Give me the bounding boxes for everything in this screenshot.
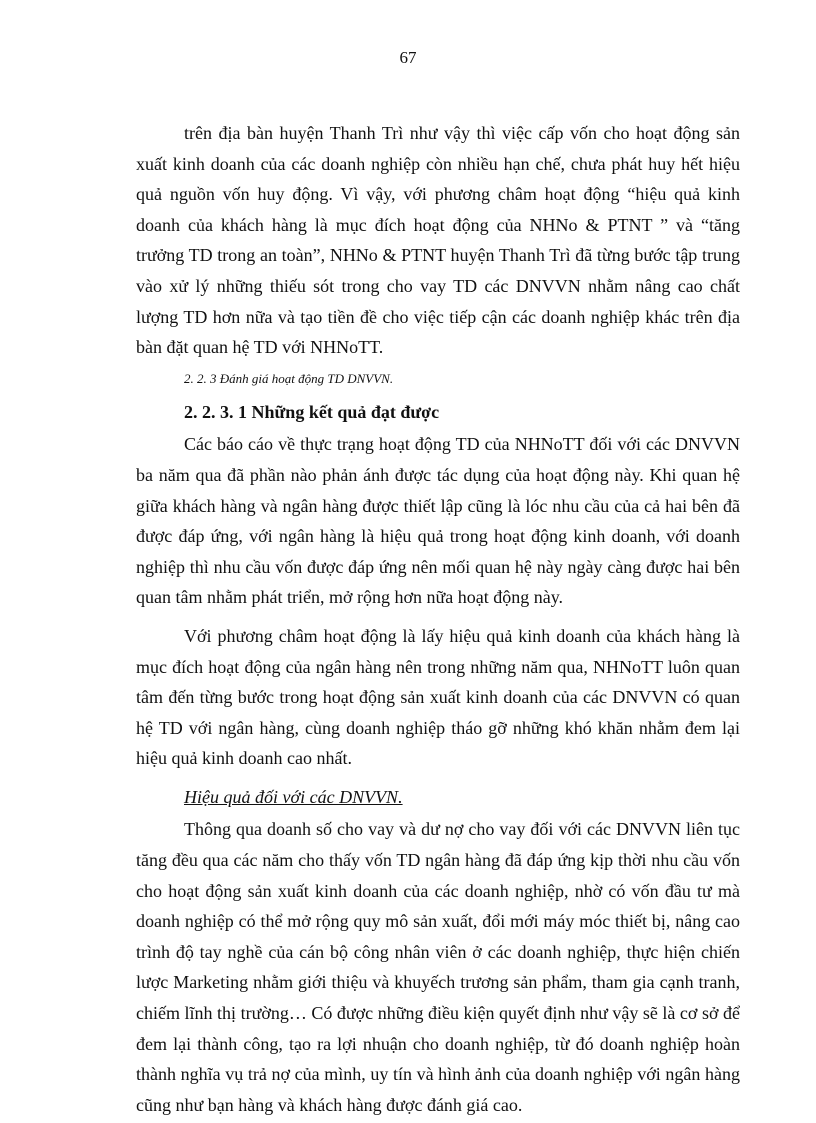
paragraph-effects: Thông qua doanh số cho vay và dư nợ cho vay đối với các DNVVN liên tục tăng đều qua các năm cho thấy vốn TD ngân hàng đã đáp ứng kịp thời nhu cầu vốn cho hoạt động sản xuất kinh doanh của các doanh nghiệp, nhờ có vốn đầu tư mà doanh nghiệp có thể mở rộng quy mô sản xuất, đổi mới máy móc thiết bị, nâng cao trình độ tay nghề của cán bộ công nhân viên ở các doanh nghiệp, thực hiện chiến lược Marketing nhằm giới thiệu và khuyếch trương sản phẩm, tham gia cạnh tranh, chiếm lĩnh thị trường… Có được những điều kiện quyết định như vậy sẽ là cơ sở để đem lại thành công, tạo ra lợi nhuận cho doanh nghiệp, từ đó doanh nghiệp hoàn thành nghĩa vụ trả nợ của mình, uy tín và hình ảnh của doanh nghiệp với ngân hàng cũng như bạn hàng và khách hàng được đánh giá cao. [136,819,740,1115]
paragraph-intro: trên địa bàn huyện Thanh Trì như vậy thì việc cấp vốn cho hoạt động sản xuất kinh doanh của các doanh nghiệp còn nhiều hạn chế, chưa phát huy hết hiệu quả nguồn vốn huy động. Vì vậy, với phương châm hoạt động “hiệu quả kinh doanh của khách hàng là mục đích hoạt động của NHNo & PTNT ” và “tăng trưởng TD trong an toàn”, NHNo & PTNT huyện Thanh Trì đã từng bước tập trung vào xử lý những thiếu sót trong cho vay TD các DNVVN nhằm nâng cao chất lượng TD hơn nữa và tạo tiền đề cho việc tiếp cận các doanh nghiệp khác trên địa bàn đặt quan hệ TD với NHNoTT. [136,123,740,358]
effect-heading: Hiệu quả đối với các DNVVN. [184,786,403,807]
subsection-heading-2-2-3: 2. 2. 3 Đánh giá hoạt động TD DNVVN. [184,370,394,386]
section-heading-2-2-3-1: 2. 2. 3. 1 Những kết quả đạt được [184,401,440,422]
paragraph-reports: Các báo cáo về thực trạng hoạt động TD của NHNoTT đối với các DNVVN ba năm qua đã phần nào phản ánh được tác dụng của hoạt động này. Khi quan hệ giữa khách hàng và ngân hàng được thiết lập cũng là lóc nhu cầu của cả hai bên đã được đáp ứng, với ngân hàng là hiệu quả trong hoạt động kinh doanh, với doanh nghiệp thì nhu cầu vốn được đáp ứng nên mối quan hệ này ngày càng được hai bên quan tâm nhằm phát triển, mở rộng hơn nữa hoạt động này. [136,434,740,608]
paragraph-principle: Với phương châm hoạt động là lấy hiệu quả kinh doanh của khách hàng là mục đích hoạt động của ngân hàng nên trong những năm qua, NHNoTT luôn quan tâm đến từng bước trong hoạt động sản xuất kinh doanh của các DNVVN có quan hệ TD với ngân hàng, cùng doanh nghiệp tháo gỡ những khó khăn nhằm đem lại hiệu quả kinh doanh cao nhất. [136,625,740,769]
document-body [136,118,740,1120]
page-number: 67 [399,48,417,67]
